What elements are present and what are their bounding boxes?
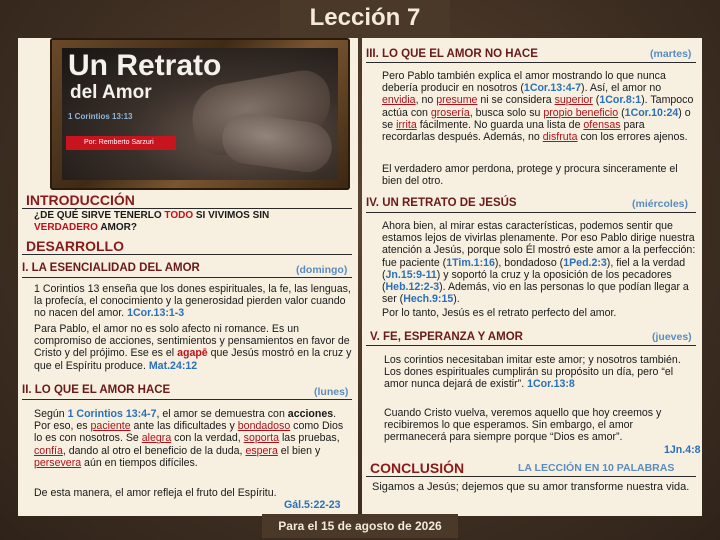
conclusion-heading: CONCLUSIÓN xyxy=(370,460,465,476)
section2-p2: De esta manera, el amor refleja el fruto del Espíritu. xyxy=(34,487,277,499)
section1-p2: Para Pablo, el amor no es solo afecto ni romance. Es un compromiso de acciones, sentimientos y pensamientos en favor de Cristo y del prójimo. Ese es el agapē que Jesús mostró en la cruz y que el Espíritu produce. Mat.24:12 xyxy=(34,323,352,372)
section3-day: (martes) xyxy=(650,48,692,60)
section4-p1: Ahora bien, al mirar estas características, podemos sentir que estamos lejos de vivirlas plenamente. Por eso Pablo dirige nuestra atención a Jesús, porque solo Él mostró este amor a la perfección: fue paciente (1Tim.1:16), bondadoso (1Ped.2:3), fiel a la verdad (Jn.15:9-11) y soportó la cruz y la oposición de los pecadores (Heb.12:2-3). Además, vio en las personas lo que podían llegar a ser (Hech.9:15). xyxy=(382,220,696,306)
intro-heading: INTRODUCCIÓN xyxy=(26,192,135,208)
cover-title: Un Retrato xyxy=(68,49,222,82)
section1-p1: 1 Corintios 13 enseña que los dones espirituales, la fe, las lenguas, la profecía, el conocimiento y la generosidad pierden valor cuando no nacen del amor. 1Cor.13:1-3 xyxy=(34,283,351,320)
divider xyxy=(22,399,352,400)
section5-p2-ref: 1Jn.4:8 xyxy=(664,444,701,456)
section5-p1: Los corintios necesitaban imitar este amor; y nosotros también. Los dones espirituales cumplirán su propósito un día, pero “el amor nunca dejará de existir”. 1Cor.13:8 xyxy=(384,354,681,391)
conclusion-tag: LA LECCIÓN EN 10 PALABRAS xyxy=(518,462,675,474)
section5-title: V. FE, ESPERANZA Y AMOR xyxy=(370,331,523,343)
cover-reference: 1 Corintios 13:13 xyxy=(68,112,133,121)
section4-title: IV. UN RETRATO DE JESÚS xyxy=(366,197,517,209)
cover-image xyxy=(62,48,338,180)
divider xyxy=(366,476,696,477)
lesson-title: Lección 7 xyxy=(280,0,450,38)
desarrollo-heading: DESARROLLO xyxy=(26,238,124,254)
section2-day: (lunes) xyxy=(314,386,349,398)
section3-p2: El verdadero amor perdona, protege y procura sinceramente el bien del otro. xyxy=(382,163,678,188)
section2-p2-ref: Gál.5:22-23 xyxy=(284,499,341,511)
divider xyxy=(22,254,352,255)
section2-title: II. LO QUE EL AMOR HACE xyxy=(22,384,171,396)
section3-p1: Pero Pablo también explica el amor mostrando lo que nunca debería producir en nosotros (1Cor.13:4-7). Así, el amor no envidia, no presume ni se considera superior (1Cor.8:1). Tampoco actúa con grosería, busca solo su propio beneficio (1Cor.10:24) o se irrita fácilmente. No guarda una lista de ofensas para recordarlas después. Además, no disfruta con los errores ajenos. xyxy=(382,70,694,144)
author-bar: Por: Remberto Sarzuri xyxy=(66,136,176,150)
cover-frame xyxy=(50,38,350,190)
section2-p1: Según 1 Corintios 13:4-7, el amor se demuestra con acciones. Por eso, es paciente ante las dificultades y bondadoso como Dios lo es con nosotros. Se alegra con la verdad, soporta las pruebas, confía, dando al otro el beneficio de la duda, espera el bien y persevera aún en tiempos difíciles. xyxy=(34,408,344,469)
section5-p2: Cuando Cristo vuelva, veremos aquello que hoy creemos y recibiremos lo que esperamos. Sin embargo, el amor permanecerá para siempre porque “Dios es amor”. xyxy=(384,407,662,444)
section4-p2: Por lo tanto, Jesús es el retrato perfecto del amor. xyxy=(382,307,617,319)
section4-day: (miércoles) xyxy=(632,198,689,210)
section1-day: (domingo) xyxy=(296,264,348,276)
section1-title: I. LA ESENCIALIDAD DEL AMOR xyxy=(22,262,200,274)
intro-question: ¿DE QUÉ SIRVE TENERLO TODO SI VIVIMOS SIN VERDADERO AMOR? xyxy=(34,210,270,234)
cover-subtitle: del Amor xyxy=(70,82,152,103)
divider xyxy=(366,345,696,346)
footer-date: Para el 15 de agosto de 2026 xyxy=(262,514,458,538)
divider xyxy=(22,277,352,278)
section5-day: (jueves) xyxy=(652,331,692,343)
section3-title: III. LO QUE EL AMOR NO HACE xyxy=(366,48,538,60)
divider xyxy=(366,62,696,63)
divider xyxy=(22,208,352,209)
conclusion-text: Sigamos a Jesús; dejemos que su amor transforme nuestra vida. xyxy=(372,481,690,493)
divider xyxy=(366,212,696,213)
